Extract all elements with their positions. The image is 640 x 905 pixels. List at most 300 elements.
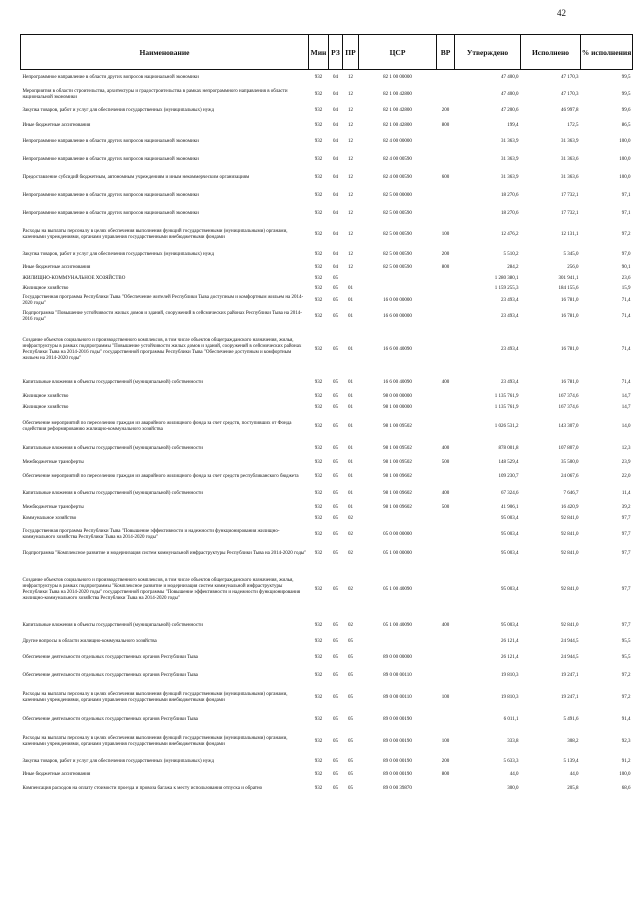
cell-pr: 12 (348, 210, 353, 216)
page-number: 42 (557, 8, 566, 18)
cell-pr: 02 (348, 622, 353, 628)
cell-percent: 23,6 (621, 275, 631, 281)
cell-csr: 82 4 00 00000 (383, 138, 412, 144)
cell-pr: 12 (348, 174, 353, 180)
cell-min: 932 (314, 516, 323, 521)
cell-name: Межбюджетные трансферты (22, 505, 84, 510)
cell-vr: 200 (441, 108, 450, 113)
cell-name: Создание объектов социального и производственного комплексов, в том числе объектов общегражданского назначения, жилья, инфраструктуры в рамках подпрограммы "Повышение устойчивости жилых домов и зданий, сооружений в сейсмических районах Республики Тыва на 2014-2016 годы" государственной программы Республики Тыва "Обеспечение доступным и комфортным жильем на 2014-2020 годы" (22, 337, 302, 361)
cell-vr: 100 (441, 231, 450, 237)
cell-vr (437, 469, 455, 486)
cell-rz: 05 (333, 550, 338, 556)
cell-approved: 878 001,8 (498, 445, 519, 451)
cell-name: Подпрограмма "Комплексное развитие и модернизация систем коммунальной инфраструктуры Республики Тыва на 2014-2020 годы" (22, 550, 307, 556)
cell-csr: 05 0 00 00000 (383, 531, 412, 537)
cell-pr: 01 (348, 423, 353, 429)
cell-rz: 05 (333, 275, 338, 281)
table-row (21, 770, 633, 781)
cell-rz: 05 (333, 445, 338, 451)
cell-rz: 05 (333, 491, 338, 496)
cell-executed: 16 781,0 (561, 379, 579, 385)
cell-name: Обеспечение деятельности отдельных государственных органов Республики Тыва (22, 716, 198, 722)
cell-min: 932 (314, 550, 323, 556)
cell-name: Иные бюджетные ассигнования (22, 122, 91, 128)
table-row (21, 503, 633, 514)
cell-csr (359, 514, 437, 525)
cell-percent: 15,9 (621, 285, 631, 291)
cell-name: Непрограммное направление в области других вопросов национальной экономики (22, 156, 199, 162)
cell-min: 932 (314, 231, 323, 237)
cell-rz: 05 (333, 738, 338, 744)
table-header (21, 35, 633, 70)
table-row (21, 755, 633, 770)
cell-percent: 68,6 (621, 785, 631, 791)
cell-percent: 97,1 (621, 192, 631, 198)
cell-name: Непрограммное направление в области других вопросов национальной экономики (22, 138, 199, 144)
cell-vr: 100 (441, 694, 450, 700)
cell-min: 932 (314, 772, 323, 777)
cell-min: 932 (314, 192, 323, 198)
cell-vr: 500 (441, 505, 450, 510)
cell-pr: 12 (348, 192, 353, 198)
cell-rz: 05 (333, 505, 338, 510)
cell-csr: 82 4 00 00590 (383, 174, 412, 180)
cell-executed: 5 139,4 (563, 759, 579, 764)
cell-csr: 16 6 00 00000 (383, 313, 412, 319)
cell-percent: 97,7 (621, 531, 631, 537)
cell-name: Капитальные вложения в объекты государственной (муниципальной) собственности (22, 622, 203, 628)
cell-percent: 97,2 (621, 672, 631, 678)
table-row (21, 205, 633, 223)
table-row (21, 119, 633, 133)
cell-approved: 47 200,6 (501, 108, 519, 113)
cell-min: 932 (314, 785, 323, 791)
cell-vr (437, 525, 455, 545)
cell-min: 932 (314, 759, 323, 764)
cell-min: 932 (314, 313, 323, 319)
cell-min: 932 (314, 694, 323, 700)
cell-min: 932 (314, 491, 323, 496)
cell-executed: 205,8 (567, 785, 579, 791)
cell-approved: 12 476,2 (501, 231, 519, 237)
cell-name: Межбюджетные трансферты (22, 460, 84, 465)
cell-pr: 01 (348, 313, 353, 319)
cell-vr (437, 133, 455, 151)
cell-min: 932 (314, 122, 323, 128)
cell-approved: 333,8 (507, 738, 519, 744)
cell-pr: 01 (348, 285, 353, 291)
cell-approved: 109 230,7 (498, 474, 519, 479)
cell-pr: 02 (348, 586, 353, 592)
cell-pr: 12 (348, 251, 353, 257)
cell-percent: 39,2 (621, 505, 631, 510)
cell-vr (437, 294, 455, 308)
cell-pr: 01 (348, 297, 353, 303)
table-row (21, 667, 633, 685)
cell-approved: 6 011,1 (503, 716, 519, 722)
cell-csr: 82 5 00 00000 (383, 192, 412, 198)
cell-pr: 12 (348, 138, 353, 144)
cell-min: 932 (314, 174, 323, 180)
cell-executed: 35 500,0 (561, 460, 579, 465)
cell-approved: 23 493,4 (501, 346, 519, 352)
cell-rz: 05 (333, 672, 338, 678)
cell-vr (437, 86, 455, 104)
cell-name: Мероприятия в области строительства, архитектуры и градостроительства в рамках непрограммного направления в области национальной экономики (22, 88, 288, 100)
table-row (21, 86, 633, 104)
cell-name: Государственная программа Республики Тыва "Повышение эффективности и надежности функционирования жилищно-коммунального хозяйства Республики Тыва на 2014-2020 годы" (22, 528, 280, 540)
cell-rz: 04 (333, 210, 338, 216)
cell-vr (437, 781, 455, 797)
cell-vr (437, 414, 455, 440)
cell-csr: 82 5 00 00590 (383, 251, 412, 257)
cell-pr: 01 (348, 346, 353, 352)
cell-percent: 12,3 (621, 445, 631, 451)
cell-csr: 89 0 00 00110 (383, 672, 412, 678)
cell-csr (359, 635, 437, 649)
table-row (21, 274, 633, 284)
cell-pr: 05 (348, 672, 353, 678)
cell-pr: 12 (348, 74, 353, 80)
cell-percent: 11,4 (621, 491, 631, 496)
budget-table (20, 34, 633, 797)
cell-rz: 05 (333, 297, 338, 303)
cell-pr: 01 (348, 379, 353, 385)
cell-rz: 05 (333, 586, 338, 592)
cell-percent: 100,0 (619, 772, 631, 777)
cell-executed: 31 363,9 (561, 138, 579, 144)
cell-percent: 100,0 (619, 174, 631, 180)
cell-name: Государственная программа Республики Тыва "Обеспечение жителей Республики Тыва доступным и комфортным жильем на 2014-2020 годы" (22, 294, 304, 306)
cell-rz: 05 (333, 638, 338, 644)
cell-executed: 92 841,0 (561, 586, 579, 592)
cell-executed: 16 781,0 (561, 297, 579, 303)
cell-executed: 17 732,1 (561, 192, 579, 198)
cell-executed: 24 944,5 (561, 638, 579, 644)
cell-approved: 95 003,4 (501, 516, 519, 521)
cell-name: Компенсация расходов на оплату стоимости проезда и провоза багажа к месту использования отпуска и обратно (22, 785, 263, 791)
cell-pr: 01 (348, 491, 353, 496)
cell-csr: 16 6 00 40090 (383, 346, 412, 352)
cell-rz: 05 (333, 716, 338, 722)
cell-name: Капитальные вложения в объекты государственной (муниципальной) собственности (22, 379, 203, 385)
table-row (21, 223, 633, 247)
table-row (21, 392, 633, 403)
cell-rz: 05 (333, 460, 338, 465)
table-row (21, 308, 633, 326)
cell-executed: 143 307,0 (558, 423, 579, 429)
cell-csr: 89 0 00 39870 (383, 785, 412, 791)
cell-csr: 98 1 00 09602 (383, 491, 412, 496)
cell-executed: 46 997,8 (561, 108, 579, 113)
cell-pr: 01 (348, 474, 353, 479)
cell-name: Обеспечение деятельности отдельных государственных органов Республики Тыва (22, 654, 198, 660)
cell-percent: 92,3 (621, 738, 631, 744)
cell-rz: 05 (333, 694, 338, 700)
cell-vr (437, 308, 455, 326)
cell-approved: 95 003,4 (501, 550, 519, 556)
cell-rz: 05 (333, 346, 338, 352)
table-body (21, 70, 633, 797)
cell-name: Расходы на выплаты персоналу в целях обеспечения выполнения функций государственными (муниципальными) органами, казенными учреждениями, органами управления государственными внебюджетными фондами (22, 691, 288, 703)
cell-csr: 16 0 00 00000 (383, 297, 412, 303)
cell-rz: 05 (333, 474, 338, 479)
cell-csr: 82 5 00 00590 (383, 265, 412, 270)
cell-name: Обеспечение деятельности отдельных государственных органов Республики Тыва (22, 672, 198, 678)
cell-vr (437, 667, 455, 685)
cell-min: 932 (314, 445, 323, 451)
cell-executed: 44,0 (569, 772, 579, 777)
cell-approved: 1 135 761,9 (494, 405, 519, 410)
cell-approved: 1 135 761,9 (494, 394, 519, 399)
cell-approved: 1 159 255,3 (494, 285, 519, 291)
header-approved: Утверждено (455, 35, 521, 70)
cell-executed: 16 781,0 (561, 313, 579, 319)
cell-percent: 97,7 (621, 586, 631, 592)
cell-pr: 01 (348, 445, 353, 451)
cell-csr: 05 1 00 40090 (383, 622, 412, 628)
cell-name: Другие вопросы в области жилищно-коммунального хозяйства (22, 638, 157, 644)
cell-csr: 05 1 00 00000 (383, 550, 412, 556)
cell-rz: 05 (333, 405, 338, 410)
cell-min: 932 (314, 210, 323, 216)
cell-vr: 400 (441, 491, 450, 496)
cell-percent: 100,0 (619, 138, 631, 144)
cell-vr: 400 (441, 622, 450, 628)
cell-executed: 256,0 (567, 265, 579, 270)
cell-min: 932 (314, 285, 323, 291)
cell-csr: 89 0 00 00000 (383, 654, 412, 660)
cell-pr: 05 (348, 738, 353, 744)
cell-rz: 05 (333, 654, 338, 660)
cell-csr: 98 1 00 09602 (383, 474, 412, 479)
cell-percent: 95,5 (621, 654, 631, 660)
cell-vr (437, 403, 455, 414)
cell-executed: 92 841,0 (561, 550, 579, 556)
cell-csr: 82 4 00 00590 (383, 156, 412, 162)
table-row (21, 374, 633, 392)
cell-executed: 24 944,5 (561, 654, 579, 660)
cell-approved: 5 510,2 (503, 251, 519, 257)
cell-approved: 47 400,0 (501, 74, 519, 80)
cell-executed: 5 345,0 (563, 251, 579, 257)
cell-vr (437, 284, 455, 294)
cell-min: 932 (314, 346, 323, 352)
cell-approved: 41 906,1 (501, 505, 519, 510)
cell-rz: 05 (333, 285, 338, 291)
cell-approved: 95 003,4 (501, 586, 519, 592)
cell-rz: 04 (333, 251, 338, 257)
cell-vr (437, 70, 455, 86)
cell-rz: 05 (333, 423, 338, 429)
table-row (21, 514, 633, 525)
cell-min: 932 (314, 505, 323, 510)
cell-approved: 18 270,6 (501, 210, 519, 216)
cell-approved: 67 324,6 (501, 491, 519, 496)
cell-percent: 99,6 (621, 108, 631, 113)
cell-executed: 107 807,0 (558, 445, 579, 451)
header-name: Наименование (21, 35, 309, 70)
cell-csr: 82 1 00 42800 (383, 108, 412, 113)
cell-rz: 05 (333, 379, 338, 385)
cell-executed: 184 155,6 (558, 285, 579, 291)
cell-rz: 04 (333, 74, 338, 80)
cell-vr (437, 326, 455, 374)
header-vr: ВР (437, 35, 455, 70)
table-row (21, 617, 633, 635)
cell-csr: 89 0 00 00190 (383, 759, 412, 764)
cell-pr: 01 (348, 505, 353, 510)
cell-percent: 99,5 (621, 91, 631, 97)
header-pr: ПР (343, 35, 359, 70)
table-row (21, 247, 633, 263)
cell-csr: 82 1 00 42800 (383, 122, 412, 128)
cell-executed: 92 841,0 (561, 516, 579, 521)
cell-rz: 05 (333, 772, 338, 777)
cell-pr: 01 (348, 405, 353, 410)
table-row (21, 263, 633, 274)
cell-executed: 16 420,9 (561, 505, 579, 510)
cell-name: Иные бюджетные ассигнования (22, 772, 91, 777)
cell-approved: 284,2 (507, 265, 519, 270)
cell-percent: 97,7 (621, 622, 631, 628)
cell-name: Расходы на выплаты персоналу в целях обеспечения выполнения функций государственными (муниципальными) органами, казенными учреждениями, органами управления государственными внебюджетными фондами (22, 735, 288, 747)
cell-percent: 14,7 (621, 405, 631, 410)
cell-approved: 5 633,3 (503, 759, 519, 764)
cell-min: 932 (314, 251, 323, 257)
cell-name: Непрограммное направление в области других вопросов национальной экономики (22, 210, 199, 216)
cell-percent: 100,0 (619, 156, 631, 162)
cell-vr (437, 205, 455, 223)
cell-name: Закупка товаров, работ и услуг для обеспечения государственных (муниципальных) нужд (22, 759, 215, 764)
cell-vr (437, 274, 455, 284)
cell-executed: 172,5 (567, 122, 579, 128)
cell-vr: 600 (441, 174, 450, 180)
cell-csr: 98 1 00 09502 (383, 445, 412, 451)
table-row (21, 440, 633, 458)
header-min: Мин (309, 35, 329, 70)
cell-min: 932 (314, 405, 323, 410)
cell-approved: 26 121,4 (501, 638, 519, 644)
cell-approved: 23 493,4 (501, 313, 519, 319)
cell-pr: 05 (348, 772, 353, 777)
cell-min: 932 (314, 265, 323, 270)
cell-min: 932 (314, 138, 323, 144)
cell-min: 932 (314, 672, 323, 678)
cell-min: 932 (314, 156, 323, 162)
cell-min: 932 (314, 531, 323, 537)
cell-csr: 98 1 00 09502 (383, 460, 412, 465)
cell-percent: 91,2 (621, 759, 631, 764)
cell-percent: 71,4 (621, 346, 631, 352)
cell-approved: 300,0 (507, 785, 519, 791)
cell-vr: 200 (441, 759, 450, 764)
cell-min: 932 (314, 638, 323, 644)
cell-vr (437, 151, 455, 169)
cell-executed: 7 646,7 (563, 491, 579, 496)
cell-rz: 04 (333, 138, 338, 144)
cell-name: Предоставление субсидий бюджетным, автономным учреждениям и иным некоммерческим организациям (22, 174, 250, 180)
cell-vr (437, 649, 455, 667)
table-row (21, 169, 633, 187)
cell-rz: 05 (333, 785, 338, 791)
cell-executed: 92 841,0 (561, 531, 579, 537)
cell-name: Капитальные вложения в объекты государственной (муниципальной) собственности (22, 491, 203, 496)
cell-approved: 26 121,4 (501, 654, 519, 660)
cell-vr (437, 711, 455, 729)
header-executed: Исполнено (521, 35, 581, 70)
table-row (21, 711, 633, 729)
cell-min: 932 (314, 586, 323, 592)
cell-pr: 12 (348, 122, 353, 128)
cell-approved: 44,0 (509, 772, 519, 777)
cell-name: Жилищное хозяйство (22, 285, 69, 291)
header-rz: РЗ (329, 35, 343, 70)
cell-csr (359, 284, 437, 294)
cell-name: Иные бюджетные ассигнования (22, 265, 91, 270)
cell-rz: 04 (333, 156, 338, 162)
cell-pr: 12 (348, 265, 353, 270)
cell-rz: 04 (333, 231, 338, 237)
cell-percent: 97,2 (621, 694, 631, 700)
cell-pr: 02 (348, 550, 353, 556)
cell-csr: 82 5 00 00590 (383, 231, 412, 237)
cell-name: Жилищное хозяйство (22, 394, 69, 399)
table-row (21, 635, 633, 649)
cell-approved: 95 003,4 (501, 531, 519, 537)
cell-rz: 05 (333, 531, 338, 537)
cell-percent: 97,0 (621, 251, 631, 257)
cell-pr: 05 (348, 759, 353, 764)
cell-rz: 04 (333, 174, 338, 180)
cell-min: 932 (314, 622, 323, 628)
cell-percent: 99,5 (621, 74, 631, 80)
table-row (21, 326, 633, 374)
table-row (21, 545, 633, 563)
table-row (21, 414, 633, 440)
table-row (21, 729, 633, 755)
cell-rz: 04 (333, 192, 338, 198)
cell-rz: 05 (333, 394, 338, 399)
table-row (21, 649, 633, 667)
table-row (21, 486, 633, 503)
cell-executed: 167 374,6 (558, 405, 579, 410)
cell-vr (437, 635, 455, 649)
cell-percent: 14,7 (621, 394, 631, 399)
cell-percent: 86,5 (621, 122, 631, 128)
cell-approved: 23 493,4 (501, 297, 519, 303)
cell-csr: 98 1 00 09502 (383, 423, 412, 429)
cell-approved: 95 003,4 (501, 622, 519, 628)
cell-pr: 01 (348, 460, 353, 465)
cell-min: 932 (314, 379, 323, 385)
cell-name: Коммунальное хозяйство (22, 516, 77, 521)
cell-pr: 05 (348, 785, 353, 791)
cell-approved: 19 810,3 (501, 672, 519, 678)
cell-rz: 04 (333, 265, 338, 270)
cell-percent: 71,4 (621, 313, 631, 319)
cell-executed: 47 170,3 (561, 91, 579, 97)
cell-vr (437, 563, 455, 617)
table-row (21, 284, 633, 294)
cell-pr: 05 (348, 654, 353, 660)
cell-executed: 301 941,1 (558, 275, 579, 281)
cell-min: 932 (314, 460, 323, 465)
cell-pr: 12 (348, 108, 353, 113)
cell-percent: 97,7 (621, 516, 631, 521)
cell-percent: 71,4 (621, 297, 631, 303)
cell-min: 932 (314, 738, 323, 744)
